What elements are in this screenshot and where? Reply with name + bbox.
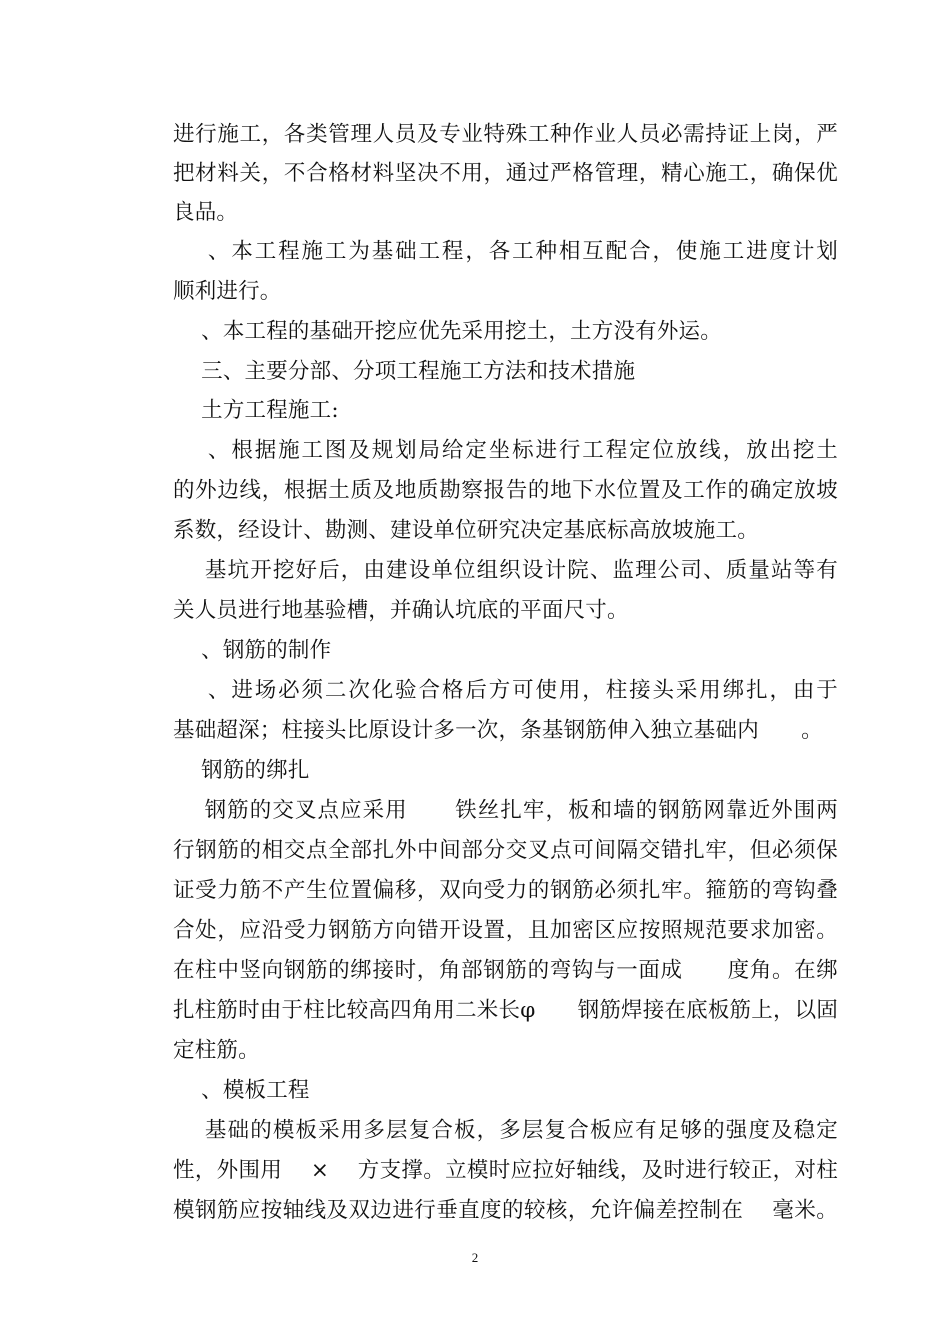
text-line: 在柱中竖向钢筋的绑接时，角部钢筋的弯钩与一面成 度角。在绑 — [173, 958, 838, 983]
text-line: 、本工程的基础开挖应优先采用挖土，土方没有外运。 — [173, 319, 722, 344]
text-line: 的外边线，根据土质及地质勘察报告的地下水位置及工作的确定放坡 — [173, 478, 838, 503]
text-line: 、本工程施工为基础工程，各工种相互配合，使施工进度计划 — [173, 239, 838, 264]
text-line: 基坑开挖好后，由建设单位组织设计院、监理公司、质量站等有 — [173, 558, 838, 583]
text-line: 进行施工，各类管理人员及专业特殊工种作业人员必需持证上岗，严 — [173, 122, 838, 147]
section-heading: 三、主要分部、分项工程施工方法和技术措施 — [173, 359, 636, 384]
text-line: 、进场必须二次化验合格后方可使用，柱接头采用绑扎，由于 — [173, 678, 838, 703]
text-line: 钢筋的交叉点应采用 铁丝扎牢，板和墙的钢筋网靠近外围两 — [173, 798, 838, 823]
text-line: 基础的模板采用多层复合板，多层复合板应有足够的强度及稳定 — [173, 1118, 838, 1143]
text-line: 行钢筋的相交点全部扎外中间部分交叉点可间隔交错扎牢，但必须保 — [173, 838, 838, 863]
text-line: 系数，经设计、勘测、建设单位研究决定基底标高放坡施工。 — [173, 518, 759, 543]
page-number: 2 — [471, 1250, 479, 1265]
text-line: 把材料关，不合格材料坚决不用，通过严格管理，精心施工，确保优 — [173, 161, 838, 186]
text-line: 合处，应沿受力钢筋方向错开设置，且加密区应按照规范要求加密。 — [173, 918, 838, 943]
text-line: 、根据施工图及规划局给定坐标进行工程定位放线，放出挖土 — [173, 438, 838, 463]
text-line: 关人员进行地基验槽，并确认坑底的平面尺寸。 — [173, 598, 629, 623]
text-line: 定柱筋。 — [173, 1038, 260, 1063]
subsection-heading: 钢筋的绑扎 — [173, 758, 310, 783]
subsection-heading: 、模板工程 — [173, 1078, 310, 1103]
text-line: 模钢筋应按轴线及双边进行垂直度的较核，允许偏差控制在 毫米。 — [173, 1198, 838, 1223]
text-line: 基础超深；柱接头比原设计多一次，条基钢筋伸入独立基础内 。 — [173, 718, 823, 743]
text-line: 良品。 — [173, 200, 239, 225]
subsection-heading: 、钢筋的制作 — [173, 638, 332, 663]
text-line: 证受力筋不产生位置偏移，双向受力的钢筋必须扎牢。箍筋的弯钩叠 — [173, 878, 838, 903]
text-line: 顺利进行。 — [173, 279, 282, 304]
text-line: 扎柱筋时由于柱比较高四角用二米长φ 钢筋焊接在底板筋上，以固 — [173, 998, 839, 1023]
text-line: 性，外围用 × 方支撑。立模时应拉好轴线，及时进行较正，对柱 — [173, 1158, 838, 1183]
subsection-heading: 土方工程施工: — [173, 398, 339, 423]
